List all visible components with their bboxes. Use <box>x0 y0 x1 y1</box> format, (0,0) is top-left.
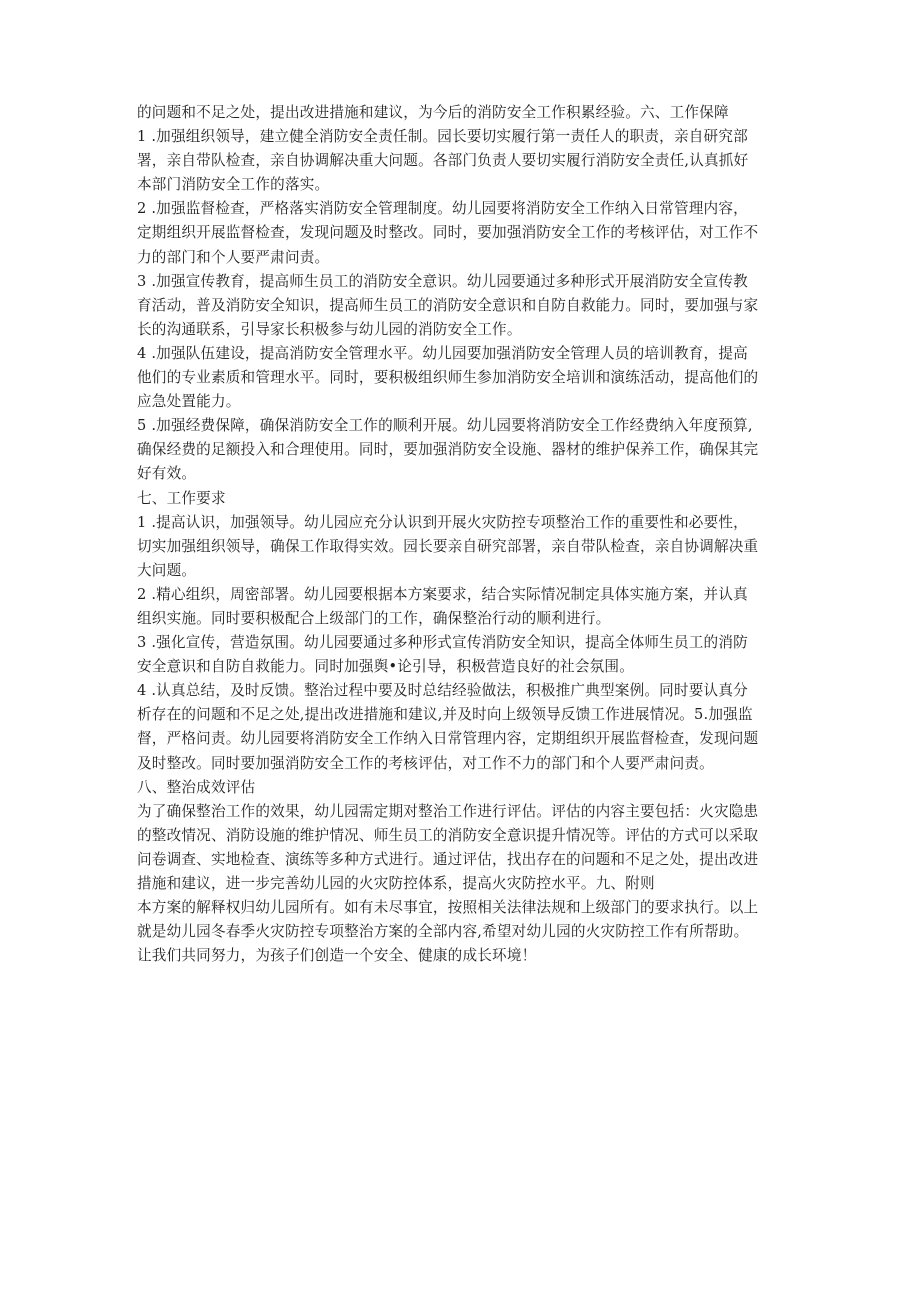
text-line: 本方案的解释权归幼儿园所有。如有未尽事宜，按照相关法律法规和上级部门的要求执行。以上 <box>137 899 759 917</box>
text-line: 2 .加强监督检查，严格落实消防安全管理制度。幼儿园要将消防安全工作纳入日常管理内容， <box>137 200 748 218</box>
text-line: 1 .提高认识，加强领导。幼儿园应充分认识到开展火灾防控专项整治工作的重要性和必要性， <box>137 513 748 531</box>
text-line: 应急处置能力。 <box>137 393 241 411</box>
text-line: 4 .认真总结，及时反馈。整治过程中要及时总结经验做法，积极推广典型案例。同时要认真分 <box>137 682 748 700</box>
text-line: 力的部门和个人要严肃问责。 <box>137 248 330 266</box>
text-line: 组织实施。同时要积极配合上级部门的工作，确保整治行动的顺利进行。 <box>137 609 611 627</box>
text-line: 的整改情况、消防设施的维护情况、师生员工的消防安全意识提升情况等。评估的方式可以采取 <box>137 826 759 844</box>
text-line: 定期组织开展监督检查，发现问题及时整改。同时，要加强消防安全工作的考核评估，对工作不 <box>137 224 759 242</box>
document-body <box>137 101 792 968</box>
text-line: 督，严格问责。幼儿园要将消防安全工作纳入日常管理内容，定期组织开展监督检查，发现问题 <box>137 730 759 748</box>
text-line: 确保经费的足额投入和合理使用。同时，要加强消防安全设施、器材的维护保养工作，确保其完 <box>137 441 759 459</box>
text-line: 大问题。 <box>137 561 197 579</box>
text-line: 及时整改。同时要加强消防安全工作的考核评估，对工作不力的部门和个人要严肃问责。 <box>137 754 714 772</box>
text-line: 好有效。 <box>137 465 197 483</box>
text-line: 3 .强化宣传，营造氛围。幼儿园要通过多种形式宣传消防安全知识，提高全体师生员工的消防 <box>137 634 748 652</box>
text-line: 本部门消防安全工作的落实。 <box>137 176 330 194</box>
text-line: 切实加强组织领导，确保工作取得实效。园长要亲自研究部署，亲自带队检查，亲自协调解决重 <box>137 537 759 555</box>
text-line: 为了确保整治工作的效果，幼儿园需定期对整治工作进行评估。评估的内容主要包括：火灾隐患 <box>137 802 759 820</box>
section-heading: 八、整治成效评估 <box>137 778 256 796</box>
text-line: 1 .加强组织领导，建立健全消防安全责任制。园长要切实履行第一责任人的职责，亲自研究部 <box>137 128 748 146</box>
text-line: 问卷调查、实地检查、演练等多种方式进行。通过评估，找出存在的问题和不足之处，提出改进 <box>137 850 759 868</box>
text-line: 的问题和不足之处，提出改进措施和建议，为今后的消防安全工作积累经验。六、工作保障 <box>137 104 729 121</box>
text-line: 4 .加强队伍建设，提高消防安全管理水平。幼儿园要加强消防安全管理人员的培训教育，提高 <box>137 344 748 362</box>
section-heading: 七、工作要求 <box>137 489 226 507</box>
text-line: 他们的专业素质和管理水平。同时，要积极组织师生参加消防安全培训和演练活动，提高他们的 <box>137 369 759 387</box>
text-line: 署，亲自带队检查，亲自协调解决重大问题。各部门负责人要切实履行消防安全责任,认真抓好 <box>137 152 749 170</box>
text-line: 3 .加强宣传教育，提高师生员工的消防安全意识。幼儿园要通过多种形式开展消防安全宣传教 <box>137 272 748 290</box>
text-line: 就是幼儿园冬春季火灾防控专项整治方案的全部内容,希望对幼儿园的火灾防控工作有所帮助。 <box>137 923 749 941</box>
text-line: 2 .精心组织，周密部署。幼儿园要根据本方案要求，结合实际情况制定具体实施方案，并认真 <box>137 585 748 603</box>
text-line: 让我们共同努力，为孩子们创造一个安全、健康的成长环境！ <box>137 947 537 965</box>
text-line: 5 .加强经费保障，确保消防安全工作的顺利开展。幼儿园要将消防安全工作经费纳入年度预算, <box>137 417 753 435</box>
text-line: 措施和建议，进一步完善幼儿园的火灾防控体系，提高火灾防控水平。九、附则 <box>137 875 655 892</box>
text-line: 安全意识和自防自救能力。同时加强舆•论引导，积极营造良好的社会氛围。 <box>137 658 635 676</box>
text-line: 析存在的问题和不足之处,提出改进措施和建议,并及时向上级领导反馈工作进展情况。5.加强监 <box>137 706 753 724</box>
text-line: 育活动，普及消防安全知识，提高师生员工的消防安全意识和自防自救能力。同时，要加强与家 <box>137 296 759 314</box>
text-line: 长的沟通联系，引导家长积极参与幼儿园的消防安全工作。 <box>137 320 522 338</box>
